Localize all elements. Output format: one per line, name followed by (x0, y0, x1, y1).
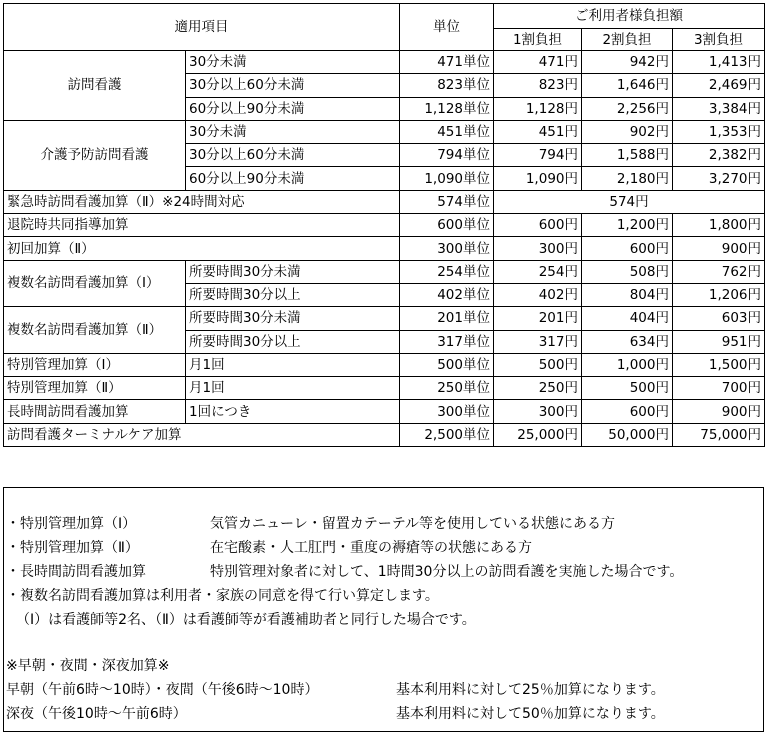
table-header-row (4, 4, 765, 29)
row-b1: 254円 (494, 260, 582, 283)
row-b2: 50,000円 (582, 423, 673, 446)
row-unit: 574単位 (400, 190, 494, 213)
fee-table (3, 3, 765, 447)
row-sub: 所要時間30分以上 (186, 283, 400, 306)
row-sub: 30分未満 (186, 51, 400, 74)
row-unit: 600単位 (400, 214, 494, 237)
row-unit: 402単位 (400, 283, 494, 306)
row-b3: 2,382円 (673, 144, 765, 167)
note-desc: 気管カニューレ・留置カテーテル等を使用している状態にある方 (210, 516, 616, 532)
row-b3: 700円 (673, 377, 765, 400)
note-night-title: ※早朝・夜間・深夜加算※ (6, 658, 170, 674)
row-b2: 902円 (582, 120, 673, 143)
row-b2: 1,200円 (582, 214, 673, 237)
row-sub: 60分以上90分未満 (186, 167, 400, 190)
row-b1: 25,000円 (494, 423, 582, 446)
row-b1: 300円 (494, 400, 582, 423)
row-b2: 500円 (582, 377, 673, 400)
note-label: ・長時間訪問看護加算 (6, 564, 146, 580)
row-b3: 900円 (673, 237, 765, 260)
row-b1: 300円 (494, 237, 582, 260)
note-desc: 基本利用料に対して50％加算になります。 (396, 706, 665, 722)
row-label-shokai: 初回加算（Ⅱ） (4, 237, 400, 260)
row-unit: 500単位 (400, 353, 494, 376)
header-burden: ご利用者様負担額 (494, 4, 765, 29)
table-row (4, 214, 765, 237)
row-unit: 471単位 (400, 51, 494, 74)
row-b1: 1,128円 (494, 97, 582, 120)
row-unit: 823単位 (400, 74, 494, 97)
note-fukusu-detail: （Ⅰ）は看護師等2名、（Ⅱ）は看護師等が看護補助者と同行した場合です。 (16, 612, 476, 628)
row-label-choujikan: 長時間訪問看護加算 (4, 400, 186, 423)
row-b2: 804円 (582, 283, 673, 306)
row-unit: 250単位 (400, 377, 494, 400)
row-unit: 451単位 (400, 120, 494, 143)
row-sub: 月1回 (186, 353, 400, 376)
row-sub: 1回につき (186, 400, 400, 423)
row-b2: 600円 (582, 400, 673, 423)
row-sub: 30分未満 (186, 120, 400, 143)
row-label-terminal: 訪問看護ターミナルケア加算 (4, 423, 400, 446)
row-burden-all: 574円 (494, 190, 765, 213)
table-row (4, 120, 765, 143)
header-item: 適用項目 (4, 4, 400, 51)
row-b1: 794円 (494, 144, 582, 167)
note-label: ・特別管理加算（Ⅱ） (6, 540, 139, 556)
header-unit: 単位 (400, 4, 494, 51)
row-sub: 月1回 (186, 377, 400, 400)
table-row (4, 190, 765, 213)
row-b1: 201円 (494, 307, 582, 330)
row-unit: 300単位 (400, 237, 494, 260)
row-label-fukusu1: 複数名訪問看護加算（Ⅰ） (4, 260, 186, 307)
row-label-kinkyu: 緊急時訪問看護加算（Ⅱ）※24時間対応 (4, 190, 400, 213)
row-b1: 451円 (494, 120, 582, 143)
row-b2: 2,256円 (582, 97, 673, 120)
row-sub: 30分以上60分未満 (186, 74, 400, 97)
row-sub: 所要時間30分未満 (186, 260, 400, 283)
row-b3: 75,000円 (673, 423, 765, 446)
row-b3: 1,500円 (673, 353, 765, 376)
row-b2: 404円 (582, 307, 673, 330)
row-unit: 2,500単位 (400, 423, 494, 446)
row-b3: 2,469円 (673, 74, 765, 97)
row-unit: 1,128単位 (400, 97, 494, 120)
row-b2: 1,646円 (582, 74, 673, 97)
row-unit: 794単位 (400, 144, 494, 167)
row-b1: 402円 (494, 283, 582, 306)
table-row (4, 307, 765, 330)
row-b3: 900円 (673, 400, 765, 423)
note-fukusu: ・複数名訪問看護加算は利用者・家族の同意を得て行い算定します。 (6, 588, 439, 604)
row-label-fukusu2: 複数名訪問看護加算（Ⅱ） (4, 307, 186, 354)
row-b3: 762円 (673, 260, 765, 283)
row-b1: 600円 (494, 214, 582, 237)
row-sub: 60分以上90分未満 (186, 97, 400, 120)
row-b2: 1,000円 (582, 353, 673, 376)
row-b2: 1,588円 (582, 144, 673, 167)
row-b3: 1,800円 (673, 214, 765, 237)
row-label-tokubetsu1: 特別管理加算（Ⅰ） (4, 353, 186, 376)
row-b1: 317円 (494, 330, 582, 353)
row-b2: 942円 (582, 51, 673, 74)
row-sub: 30分以上60分未満 (186, 144, 400, 167)
row-b1: 250円 (494, 377, 582, 400)
row-unit: 300単位 (400, 400, 494, 423)
row-b3: 603円 (673, 307, 765, 330)
row-unit: 317単位 (400, 330, 494, 353)
row-b1: 823円 (494, 74, 582, 97)
row-b3: 3,270円 (673, 167, 765, 190)
row-b3: 1,353円 (673, 120, 765, 143)
row-b1: 471円 (494, 51, 582, 74)
table-row (4, 353, 765, 376)
row-b1: 500円 (494, 353, 582, 376)
note-desc: 特別管理対象者に対して、1時間30分以上の訪問看護を実施した場合です。 (210, 564, 684, 580)
note-label: 深夜（午後10時～午前6時） (6, 706, 187, 722)
row-b2: 508円 (582, 260, 673, 283)
table-row (4, 237, 765, 260)
row-b2: 634円 (582, 330, 673, 353)
table-row (4, 423, 765, 446)
header-burden-3: 3割負担 (673, 29, 765, 51)
table-row (4, 400, 765, 423)
row-b2: 2,180円 (582, 167, 673, 190)
row-b1: 1,090円 (494, 167, 582, 190)
notes-box (3, 487, 764, 732)
row-b3: 3,384円 (673, 97, 765, 120)
header-burden-2: 2割負担 (582, 29, 673, 51)
row-label-taiin: 退院時共同指導加算 (4, 214, 400, 237)
row-b2: 600円 (582, 237, 673, 260)
row-label-tokubetsu2: 特別管理加算（Ⅱ） (4, 377, 186, 400)
header-burden-1: 1割負担 (494, 29, 582, 51)
row-b3: 1,206円 (673, 283, 765, 306)
row-label-yobou: 介護予防訪問看護 (4, 120, 186, 190)
row-unit: 1,090単位 (400, 167, 494, 190)
row-unit: 201単位 (400, 307, 494, 330)
note-label: 早朝（午前6時～10時）・夜間（午後6時～10時） (6, 682, 319, 698)
table-row (4, 377, 765, 400)
row-b3: 1,413円 (673, 51, 765, 74)
row-sub: 所要時間30分以上 (186, 330, 400, 353)
note-label: ・特別管理加算（Ⅰ） (6, 516, 137, 532)
note-desc: 基本利用料に対して25％加算になります。 (396, 682, 665, 698)
row-unit: 254単位 (400, 260, 494, 283)
row-sub: 所要時間30分未満 (186, 307, 400, 330)
row-label-houmon: 訪問看護 (4, 51, 186, 121)
row-b3: 951円 (673, 330, 765, 353)
note-desc: 在宅酸素・人工肛門・重度の褥瘡等の状態にある方 (210, 540, 532, 556)
table-row (4, 260, 765, 283)
table-row (4, 51, 765, 74)
